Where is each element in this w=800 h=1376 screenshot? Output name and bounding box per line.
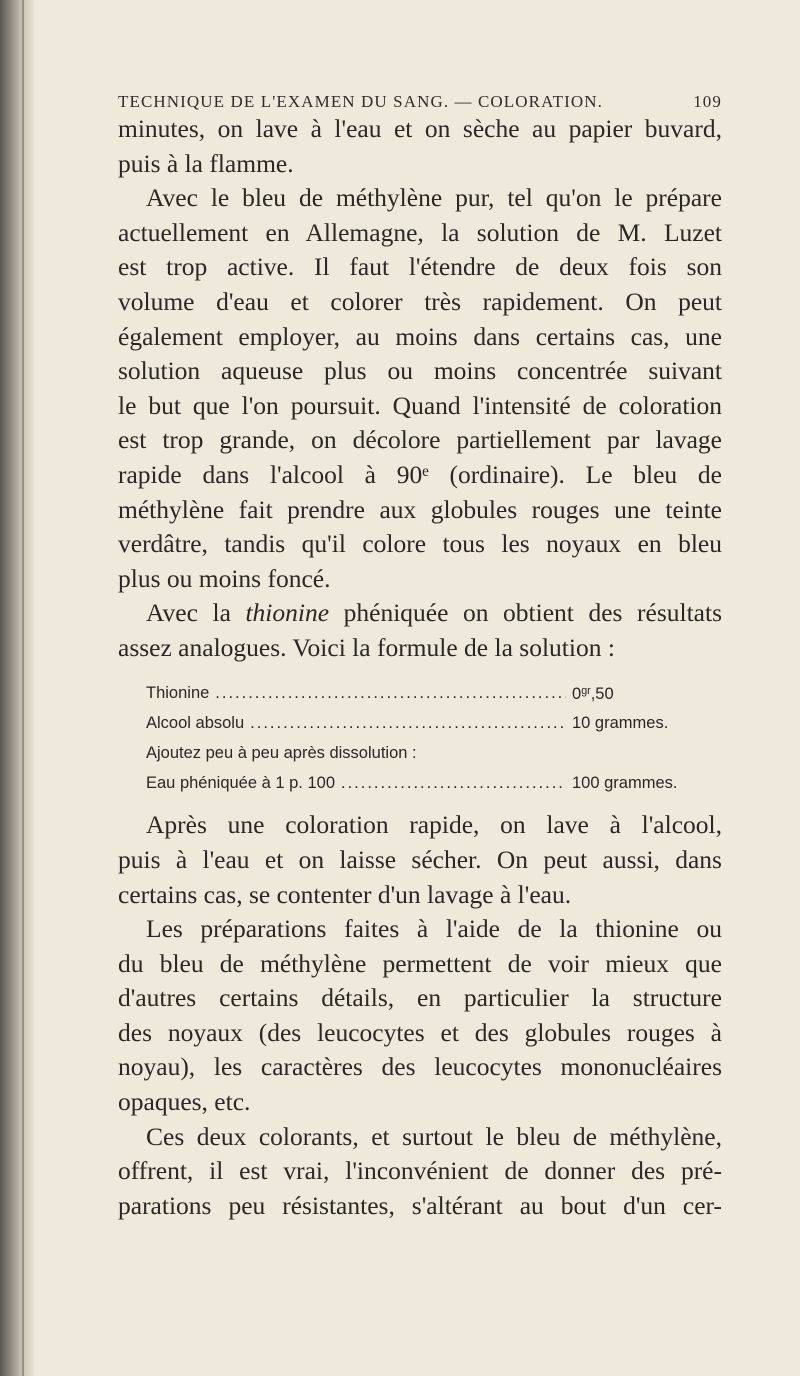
text-line: est trop grande, on décolore partiellement par lavage bbox=[118, 425, 722, 455]
text-line: Avec le bleu de méthylène pur, tel qu'on le prépare bbox=[146, 183, 722, 213]
paragraph-3 bbox=[118, 596, 722, 665]
text-line: solution aqueuse plus ou moins concentrée suivant bbox=[118, 356, 722, 386]
leader-dots bbox=[215, 678, 566, 708]
page-number: 109 bbox=[693, 92, 722, 111]
quantity-unit: gr bbox=[581, 684, 591, 697]
ingredient-quantity: 10 grammes. bbox=[572, 714, 669, 733]
text-line: du bleu de méthylène permettent de voir mieux que bbox=[118, 948, 722, 978]
paragraph-4 bbox=[118, 808, 722, 912]
text-run: Avec la bbox=[146, 598, 246, 628]
text-line: également employer, au moins dans certains cas, une bbox=[118, 321, 722, 351]
ingredient-name: Thionine bbox=[146, 684, 210, 703]
formula-row-thionine bbox=[146, 676, 722, 709]
text-line: méthylène fait prendre aux globules rouges une teinte bbox=[118, 494, 722, 524]
book-spine-shadow bbox=[0, 0, 34, 1376]
text-line: des noyaux (des leucocytes et des globules rouges à bbox=[118, 1017, 722, 1047]
text-run: phéniquée on obtient des résultats bbox=[329, 598, 722, 628]
text-line: opaques, etc. bbox=[118, 1087, 251, 1117]
leader-dots bbox=[250, 708, 566, 738]
ingredient-quantity: 100 grammes. bbox=[572, 774, 678, 793]
text-line: le but que l'on poursuit. Quand l'intensité de coloration bbox=[118, 390, 722, 420]
formula-row-alcool bbox=[146, 708, 722, 738]
text-line: Les préparations faites à l'aide de la thionine ou bbox=[146, 914, 722, 944]
quantity-number: 0 bbox=[572, 684, 582, 703]
paragraph-6 bbox=[118, 1120, 722, 1224]
formula-row-eau bbox=[146, 768, 722, 798]
book-spine-edge bbox=[22, 0, 24, 1376]
text-line: rapide dans l'alcool à 90ᵉ (ordinaire). Le bleu de bbox=[118, 459, 722, 489]
paragraph-2 bbox=[118, 181, 722, 596]
italic-term-thionine: thionine bbox=[245, 598, 330, 628]
text-line: verdâtre, tandis qu'il colore tous les noyaux en bleu bbox=[118, 529, 722, 559]
leader-dots bbox=[341, 768, 566, 798]
text-line: parations peu résistantes, s'altérant au bout d'un cer- bbox=[118, 1190, 722, 1220]
ingredient-name: Alcool absolu bbox=[146, 714, 245, 733]
running-head bbox=[118, 92, 722, 112]
text-line: actuellement en Allemagne, la solution de M. Luzet bbox=[118, 217, 722, 247]
text-line: Après une coloration rapide, on lave à l'alcool, bbox=[146, 810, 722, 840]
formula-instruction: Ajoutez peu à peu après dissolution : bbox=[146, 744, 417, 763]
text-line: assez analogues. Voici la formule de la solution : bbox=[118, 632, 615, 662]
text-line: d'autres certains détails, en particulier la structure bbox=[118, 983, 722, 1013]
body-text bbox=[118, 112, 722, 1223]
text-line: certains cas, se contenter d'un lavage à l'eau. bbox=[118, 879, 572, 909]
text-line: Ces deux colorants, et surtout le bleu de méthylène, bbox=[146, 1121, 722, 1151]
formula-block bbox=[118, 676, 722, 799]
paragraph-5 bbox=[118, 912, 722, 1120]
quantity-decimal: ,50 bbox=[590, 684, 614, 703]
text-line: noyau), les caractères des leucocytes mononucléaires bbox=[118, 1052, 722, 1082]
text-line: puis à la flamme. bbox=[118, 148, 294, 178]
ingredient-name: Eau phéniquée à 1 p. 100 bbox=[146, 774, 336, 793]
text-line: plus ou moins foncé. bbox=[118, 563, 331, 593]
text-line: volume d'eau et colorer très rapidement. On peut bbox=[118, 286, 722, 316]
text-line bbox=[118, 596, 722, 631]
text-line: offrent, il est vrai, l'inconvénient de donner des pré- bbox=[118, 1156, 722, 1186]
ingredient-quantity bbox=[572, 676, 722, 709]
running-title: TECHNIQUE DE L'EXAMEN DU SANG. — COLORATION. bbox=[118, 92, 603, 111]
text-line: est trop active. Il faut l'étendre de deux fois son bbox=[118, 252, 722, 282]
text-line: puis à l'eau et on laisse sécher. On peut aussi, dans bbox=[118, 844, 722, 874]
text-line: minutes, on lave à l'eau et on sèche au papier buvard, bbox=[118, 114, 722, 143]
paragraph-1 bbox=[118, 112, 722, 181]
